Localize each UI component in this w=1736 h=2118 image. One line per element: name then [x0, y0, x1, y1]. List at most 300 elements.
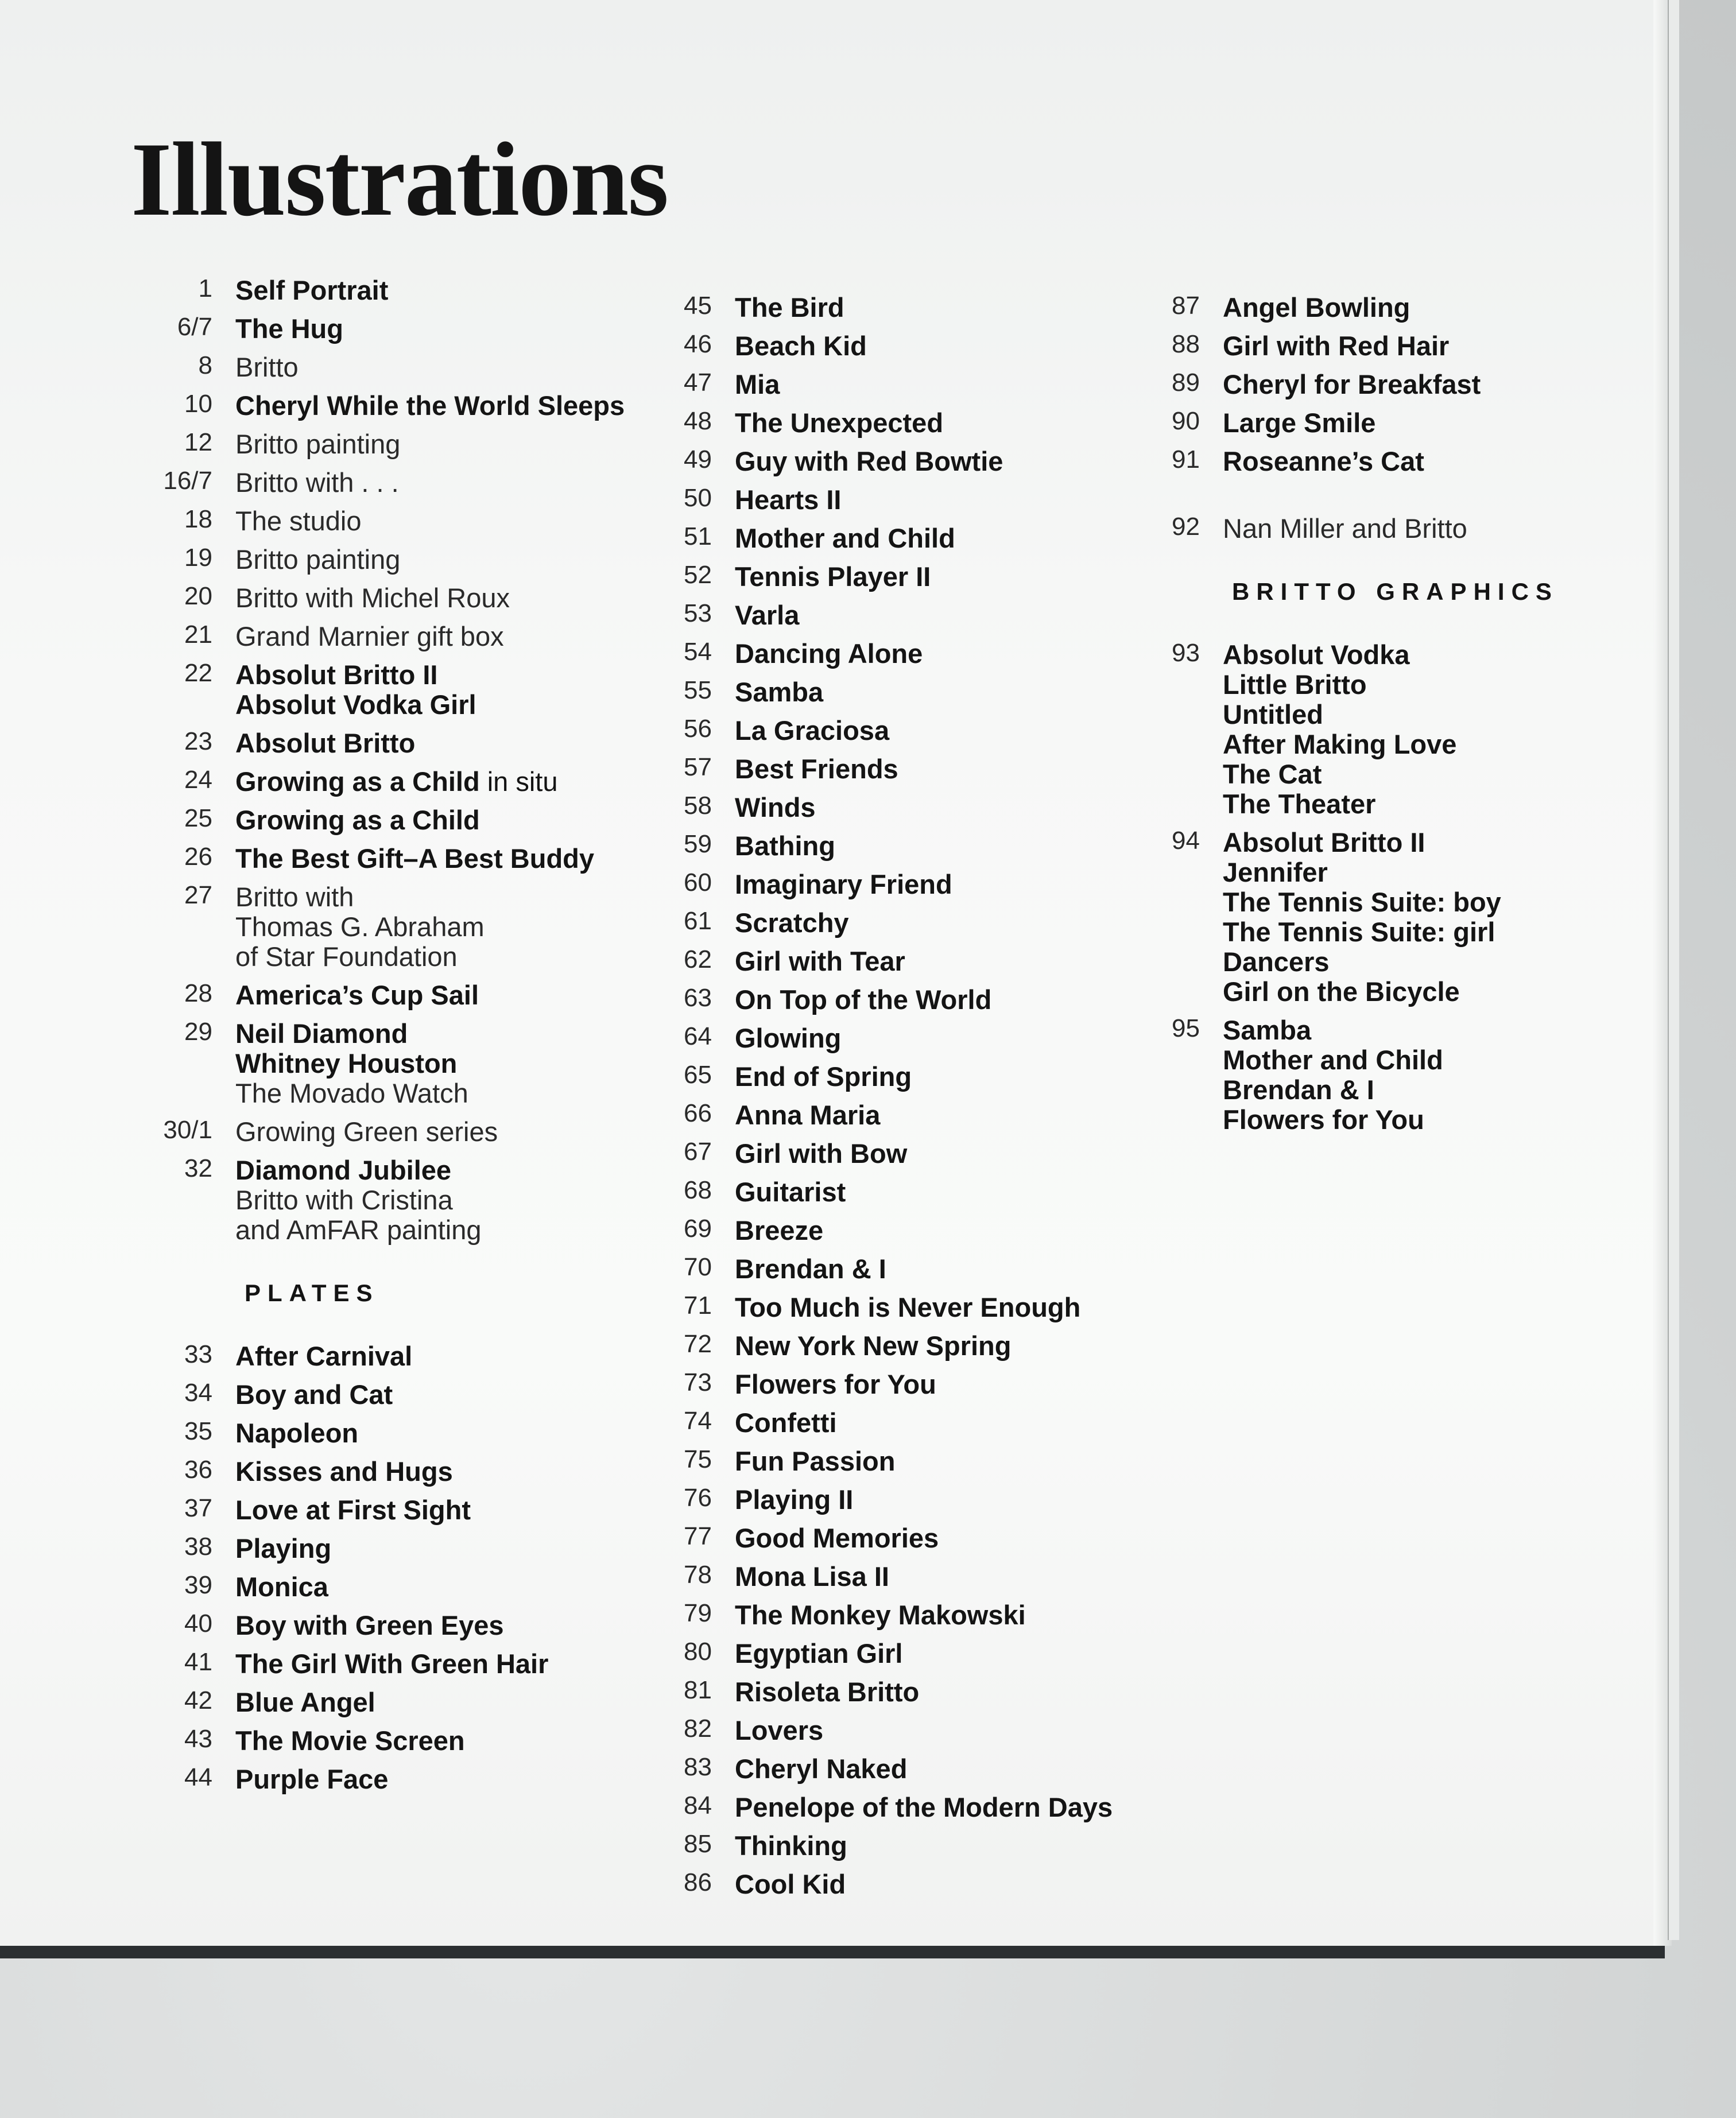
- entry-title-text: Growing as a Child: [235, 766, 480, 797]
- entry-title-text: Tennis Player II: [735, 561, 931, 592]
- entry-number: 23: [184, 727, 212, 755]
- entry-title: [735, 370, 1137, 399]
- list-entry: [132, 660, 649, 720]
- entry-number: 57: [684, 753, 712, 781]
- entry-lines: [735, 1062, 1137, 1092]
- entry-title: [235, 1688, 649, 1717]
- entry-number: 22: [184, 659, 212, 687]
- list-entry: [631, 562, 1137, 592]
- entry-number: 1: [198, 274, 212, 302]
- entry-title-text: Britto with Michel Roux: [235, 583, 510, 613]
- entry-title-text: Britto with: [235, 882, 354, 912]
- list-entry: [132, 429, 649, 459]
- entry-title-text: New York New Spring: [735, 1330, 1012, 1361]
- entry-lines: [735, 1139, 1137, 1169]
- entry-title: [235, 1457, 649, 1487]
- entry-lines: [1223, 514, 1625, 544]
- entry-title: [235, 980, 649, 1010]
- column-3: [1119, 293, 1625, 1143]
- entry-title: [735, 1177, 1137, 1207]
- list-entry: [1119, 1015, 1625, 1135]
- entry-title: [235, 1380, 649, 1410]
- entry-lines: [735, 1793, 1137, 1822]
- entry-lines: [735, 793, 1137, 823]
- entry-lines: [235, 276, 649, 305]
- entry-title-text: Cheryl While the World Sleeps: [235, 390, 625, 421]
- entry-title: [1223, 670, 1625, 700]
- entry-title: [235, 1341, 649, 1371]
- entry-title: [735, 831, 1137, 861]
- entry-lines: [735, 831, 1137, 861]
- entry-title: [735, 1793, 1137, 1822]
- entry-lines: [235, 1341, 649, 1371]
- entry-title: [735, 1639, 1137, 1669]
- entry-lines: [735, 985, 1137, 1015]
- entry-lines: [235, 314, 649, 344]
- entry-title-text: Britto painting: [235, 544, 401, 575]
- entry-number: 54: [684, 638, 712, 666]
- entry-title-text: Thinking: [735, 1830, 847, 1861]
- entry-title-text: The Bird: [735, 292, 844, 323]
- entry-title-text: Beach Kid: [735, 331, 867, 361]
- list-entry: [631, 716, 1137, 746]
- list-entry: [631, 370, 1137, 399]
- entry-title: [235, 391, 649, 421]
- spacer: [1119, 485, 1625, 514]
- entry-title: [235, 352, 649, 382]
- entry-title: [1223, 331, 1625, 361]
- list-entry: [631, 946, 1137, 976]
- entry-number: 18: [184, 505, 212, 533]
- entry-title: [735, 1677, 1137, 1707]
- entry-lines: [235, 391, 649, 421]
- entry-number: 84: [684, 1791, 712, 1820]
- list-entry: [132, 1726, 649, 1756]
- entry-number: 45: [684, 292, 712, 320]
- entry-number: 88: [1172, 330, 1200, 358]
- entry-title-text: Little Britto: [1223, 669, 1367, 700]
- list-entry: [631, 831, 1137, 861]
- entry-number: 28: [184, 979, 212, 1007]
- entry-number: 48: [684, 407, 712, 435]
- entry-title-text: Boy with Green Eyes: [235, 1610, 504, 1640]
- entry-title: [735, 1139, 1137, 1169]
- entry-title-text: Kisses and Hugs: [235, 1456, 453, 1487]
- list-entry: [1119, 447, 1625, 476]
- entry-lines: [735, 1754, 1137, 1784]
- entry-title-text: Imaginary Friend: [735, 869, 952, 899]
- entry-number: 77: [684, 1522, 712, 1550]
- entry-number: 87: [1172, 292, 1200, 320]
- entry-number: 82: [684, 1714, 712, 1743]
- list-entry: [631, 485, 1137, 515]
- entry-number: 60: [684, 868, 712, 897]
- list-entry: [132, 506, 649, 536]
- entry-number: 72: [684, 1330, 712, 1358]
- list-entry: [132, 1611, 649, 1640]
- entry-title-text: Cheryl Naked: [735, 1754, 908, 1784]
- entry-lines: [1223, 408, 1625, 438]
- entry-title: [235, 622, 649, 651]
- entry-title: [235, 1215, 649, 1245]
- list-entry: [132, 314, 649, 344]
- list-entry: [631, 793, 1137, 823]
- entry-title-text: Guitarist: [735, 1177, 846, 1207]
- entry-title: [735, 1023, 1137, 1053]
- entry-number: 8: [198, 351, 212, 379]
- entry-title: [235, 314, 649, 344]
- entry-title-text: End of Spring: [735, 1061, 912, 1092]
- entry-title-text: Absolut Britto II: [235, 660, 438, 690]
- column-2: [631, 293, 1137, 1908]
- entry-title: [735, 946, 1137, 976]
- entry-lines: [235, 506, 649, 536]
- entry-title: [735, 485, 1137, 515]
- entry-title: [1223, 1105, 1625, 1135]
- entry-lines: [735, 908, 1137, 938]
- list-entry: [132, 1572, 649, 1602]
- list-entry: [631, 754, 1137, 784]
- list-entry: [132, 1380, 649, 1410]
- entry-title: [235, 1764, 649, 1794]
- entry-lines: [235, 1611, 649, 1640]
- entry-title: [235, 506, 649, 536]
- entry-lines: [735, 1293, 1137, 1322]
- entry-title: [735, 1600, 1137, 1630]
- list-entry: [631, 1408, 1137, 1438]
- entry-title-text: Winds: [735, 792, 816, 823]
- list-entry: [1119, 408, 1625, 438]
- entry-title-text: The Monkey Makowski: [735, 1600, 1026, 1630]
- entry-lines: [735, 447, 1137, 476]
- entry-title: [235, 1418, 649, 1448]
- section-heading-plates: PLATES: [245, 1279, 379, 1306]
- entry-number: 70: [684, 1253, 712, 1281]
- entry-title-text: Absolut Vodka: [1223, 639, 1410, 670]
- list-entry: [631, 1716, 1137, 1745]
- entry-title-text: Absolut Britto: [235, 728, 416, 758]
- entry-lines: [235, 1572, 649, 1602]
- list-entry: [631, 1023, 1137, 1053]
- entry-title-text: Lovers: [735, 1715, 824, 1745]
- entry-lines: [735, 293, 1137, 323]
- entry-lines: [735, 716, 1137, 746]
- entry-title: [735, 1254, 1137, 1284]
- entry-title-text: Absolut Britto II: [1223, 827, 1425, 858]
- list-entry: [631, 447, 1137, 476]
- list-entry: [631, 1216, 1137, 1246]
- entry-title: [235, 1049, 649, 1079]
- list-entry: [631, 293, 1137, 323]
- list-entry: [631, 1754, 1137, 1784]
- list-entry: [132, 980, 649, 1010]
- entry-title-text: Growing Green series: [235, 1116, 498, 1147]
- entry-title-text: The Cat: [1223, 759, 1322, 789]
- entry-number: 44: [184, 1763, 212, 1791]
- entry-title: [1223, 789, 1625, 819]
- entry-title: [235, 1495, 649, 1525]
- entry-title-text: Jennifer: [1223, 857, 1328, 887]
- entry-number: 92: [1172, 513, 1200, 541]
- entry-lines: [735, 946, 1137, 976]
- entry-title-text: Britto painting: [235, 429, 401, 459]
- entry-number: 89: [1172, 368, 1200, 397]
- entry-title-text: Cool Kid: [735, 1869, 846, 1899]
- entry-title: [235, 1572, 649, 1602]
- entry-title-text: Purple Face: [235, 1764, 389, 1794]
- entry-number: 73: [684, 1368, 712, 1397]
- entry-title: [735, 562, 1137, 592]
- entry-lines: [735, 754, 1137, 784]
- entry-title-text: Breeze: [735, 1215, 824, 1246]
- entry-title: [1223, 370, 1625, 399]
- entry-title: [235, 844, 649, 874]
- entry-lines: [235, 1019, 649, 1108]
- list-entry: [132, 1764, 649, 1794]
- entry-lines: [735, 600, 1137, 630]
- entry-title-text: Self Portrait: [235, 275, 389, 305]
- entry-lines: [1223, 331, 1625, 361]
- list-entry: [631, 1331, 1137, 1361]
- list-entry: [132, 1457, 649, 1487]
- entry-lines: [1223, 370, 1625, 399]
- entry-lines: [235, 1418, 649, 1448]
- list-entry: [631, 1562, 1137, 1592]
- list-entry: [132, 728, 649, 758]
- entry-lines: [735, 1639, 1137, 1669]
- list-entry: [1119, 828, 1625, 1007]
- entry-title-text: Roseanne’s Cat: [1223, 446, 1424, 476]
- entry-title: [235, 660, 649, 690]
- entry-title: [1223, 1045, 1625, 1075]
- list-entry: [631, 1485, 1137, 1515]
- entry-title: [235, 545, 649, 575]
- entry-title-text: The studio: [235, 506, 362, 536]
- entry-number: 40: [184, 1609, 212, 1638]
- entry-number: 56: [684, 715, 712, 743]
- entry-lines: [735, 408, 1137, 438]
- entry-lines: [735, 1254, 1137, 1284]
- entry-lines: [235, 1764, 649, 1794]
- entry-lines: [235, 1726, 649, 1756]
- entry-title-text: After Making Love: [1223, 729, 1457, 759]
- list-entry: [631, 908, 1137, 938]
- list-entry: [631, 523, 1137, 553]
- entry-number: 33: [184, 1340, 212, 1368]
- entry-title-text: Varla: [735, 600, 800, 630]
- entry-lines: [735, 1716, 1137, 1745]
- entry-lines: [235, 728, 649, 758]
- entry-title-text: Cheryl for Breakfast: [1223, 369, 1481, 399]
- section-heading-britto-graphics: BRITTO GRAPHICS: [1232, 578, 1559, 605]
- list-entry: [132, 882, 649, 972]
- entry-title: [735, 331, 1137, 361]
- list-entry: [132, 1117, 649, 1147]
- entry-title: [735, 793, 1137, 823]
- entry-title: [1223, 730, 1625, 759]
- entry-title: [735, 1831, 1137, 1861]
- entry-title-text: Mother and Child: [735, 523, 955, 553]
- entry-lines: [735, 639, 1137, 669]
- entry-lines: [735, 1485, 1137, 1515]
- entry-number: 6/7: [177, 313, 212, 341]
- entry-title: [1223, 759, 1625, 789]
- entry-title: [735, 1293, 1137, 1322]
- entry-title-text: Mother and Child: [1223, 1045, 1443, 1075]
- entry-title-text: Anna Maria: [735, 1100, 881, 1130]
- list-entry: [631, 600, 1137, 630]
- entry-title-text: The Hug: [235, 313, 343, 344]
- entry-title-text: Boy and Cat: [235, 1379, 393, 1410]
- entry-number: 34: [184, 1379, 212, 1407]
- list-entry: [1119, 640, 1625, 819]
- entry-number: 42: [184, 1686, 212, 1714]
- entry-title-text: Britto: [235, 352, 299, 382]
- entry-lines: [735, 1023, 1137, 1053]
- entry-title-text: Penelope of the Modern Days: [735, 1792, 1113, 1822]
- entry-number: 61: [684, 907, 712, 935]
- entry-lines: [735, 370, 1137, 399]
- plates-list-final: [1119, 293, 1625, 476]
- entry-lines: [235, 805, 649, 835]
- entry-lines: [235, 1155, 649, 1245]
- entry-lines: [235, 352, 649, 382]
- entry-title: [1223, 700, 1625, 730]
- page-title: Illustrations: [131, 121, 668, 238]
- plates-list: [132, 1341, 649, 1794]
- entry-number: 52: [684, 561, 712, 589]
- entry-lines: [735, 1677, 1137, 1707]
- list-entry: [631, 331, 1137, 361]
- entry-number: 36: [184, 1456, 212, 1484]
- entry-title: [735, 600, 1137, 630]
- entry-title-text: Girl with Bow: [735, 1138, 908, 1169]
- entry-lines: [1223, 293, 1625, 323]
- entry-title: [235, 767, 649, 797]
- entry-lines: [235, 1649, 649, 1679]
- entry-title-text: Fun Passion: [735, 1446, 896, 1476]
- entry-number: 43: [184, 1725, 212, 1753]
- entry-title: [1223, 917, 1625, 947]
- entry-lines: [735, 870, 1137, 899]
- entry-title-text: Guy with Red Bowtie: [735, 446, 1003, 476]
- column-1: [132, 276, 649, 1803]
- entry-title: [735, 293, 1137, 323]
- entry-lines: [235, 1117, 649, 1147]
- entry-title-text: Whitney Houston: [235, 1048, 458, 1079]
- entry-title-text: Mona Lisa II: [735, 1561, 889, 1592]
- entry-title-text: Playing II: [735, 1484, 854, 1515]
- list-entry: [631, 1370, 1137, 1399]
- entry-number: 65: [684, 1061, 712, 1089]
- entry-lines: [735, 677, 1137, 707]
- list-entry: [631, 1100, 1137, 1130]
- entry-number: 55: [684, 676, 712, 704]
- list-entry: [631, 1177, 1137, 1207]
- entry-title: [735, 870, 1137, 899]
- entry-title-text: La Graciosa: [735, 715, 890, 746]
- book-cover-bottom: [0, 1946, 1665, 1958]
- entry-number: 91: [1172, 445, 1200, 474]
- entry-number: 71: [684, 1291, 712, 1320]
- entry-number: 76: [684, 1484, 712, 1512]
- entry-lines: [1223, 1015, 1625, 1135]
- entry-number: 30/1: [163, 1116, 212, 1144]
- entry-lines: [735, 1216, 1137, 1246]
- entry-lines: [735, 1446, 1137, 1476]
- list-entry: [1119, 293, 1625, 323]
- list-entry: [631, 1293, 1137, 1322]
- entry-title-text: Egyptian Girl: [735, 1638, 903, 1669]
- entry-lines: [235, 622, 649, 651]
- list-entry: [631, 1139, 1137, 1169]
- entry-title: [1223, 977, 1625, 1007]
- entry-number: 75: [684, 1445, 712, 1473]
- entry-title: [735, 408, 1137, 438]
- entry-title-text: Glowing: [735, 1023, 842, 1053]
- entry-number: 63: [684, 984, 712, 1012]
- entry-title: [235, 1611, 649, 1640]
- entry-title: [235, 1019, 649, 1049]
- entry-title-text: Girl on the Bicycle: [1223, 976, 1460, 1007]
- entry-title-text: Confetti: [735, 1407, 837, 1438]
- entry-number: 29: [184, 1018, 212, 1046]
- entry-lines: [735, 1408, 1137, 1438]
- list-entry: [132, 1649, 649, 1679]
- entry-number: 95: [1172, 1014, 1200, 1042]
- entry-title: [735, 1446, 1137, 1476]
- entry-lines: [735, 1177, 1137, 1207]
- entry-number: 35: [184, 1417, 212, 1445]
- entry-number: 49: [684, 445, 712, 474]
- entry-lines: [1223, 447, 1625, 476]
- entry-number: 32: [184, 1154, 212, 1182]
- entry-title-text: Girl with Red Hair: [1223, 331, 1450, 361]
- entry-title-text: Good Memories: [735, 1523, 939, 1553]
- entry-title-text: Large Smile: [1223, 408, 1376, 438]
- entry-title-text: Love at First Sight: [235, 1495, 471, 1525]
- entry-title-text: The Girl With Green Hair: [235, 1648, 549, 1679]
- entry-number: 39: [184, 1571, 212, 1599]
- entry-title-text: Risoleta Britto: [735, 1677, 920, 1707]
- entry-title: [735, 716, 1137, 746]
- entry-number: 93: [1172, 639, 1200, 667]
- entry-title-text: Absolut Vodka Girl: [235, 689, 476, 720]
- entry-number: 19: [184, 544, 212, 572]
- entry-number: 41: [184, 1648, 212, 1676]
- entry-title: [735, 1370, 1137, 1399]
- entry-title: [1223, 293, 1625, 323]
- entry-title-text: The Tennis Suite: girl: [1223, 917, 1495, 947]
- list-entry: [132, 1155, 649, 1245]
- entry-lines: [235, 980, 649, 1010]
- entry-number: 37: [184, 1494, 212, 1522]
- page-stack-edge-outer: [1668, 0, 1679, 1940]
- entry-title-text: The Movie Screen: [235, 1725, 465, 1756]
- entry-title-text: America’s Cup Sail: [235, 980, 479, 1010]
- entry-title-text: Grand Marnier gift box: [235, 621, 504, 651]
- entry-title: [735, 754, 1137, 784]
- list-entry: [132, 1019, 649, 1108]
- entry-number: 46: [684, 330, 712, 358]
- entry-number: 85: [684, 1830, 712, 1858]
- entry-number: 83: [684, 1753, 712, 1781]
- entry-title-text: Mia: [735, 369, 780, 399]
- list-entry: [132, 391, 649, 421]
- entry-number: 53: [684, 599, 712, 627]
- entry-title-text: Britto with . . .: [235, 467, 399, 498]
- entry-title-suffix: in situ: [479, 766, 558, 797]
